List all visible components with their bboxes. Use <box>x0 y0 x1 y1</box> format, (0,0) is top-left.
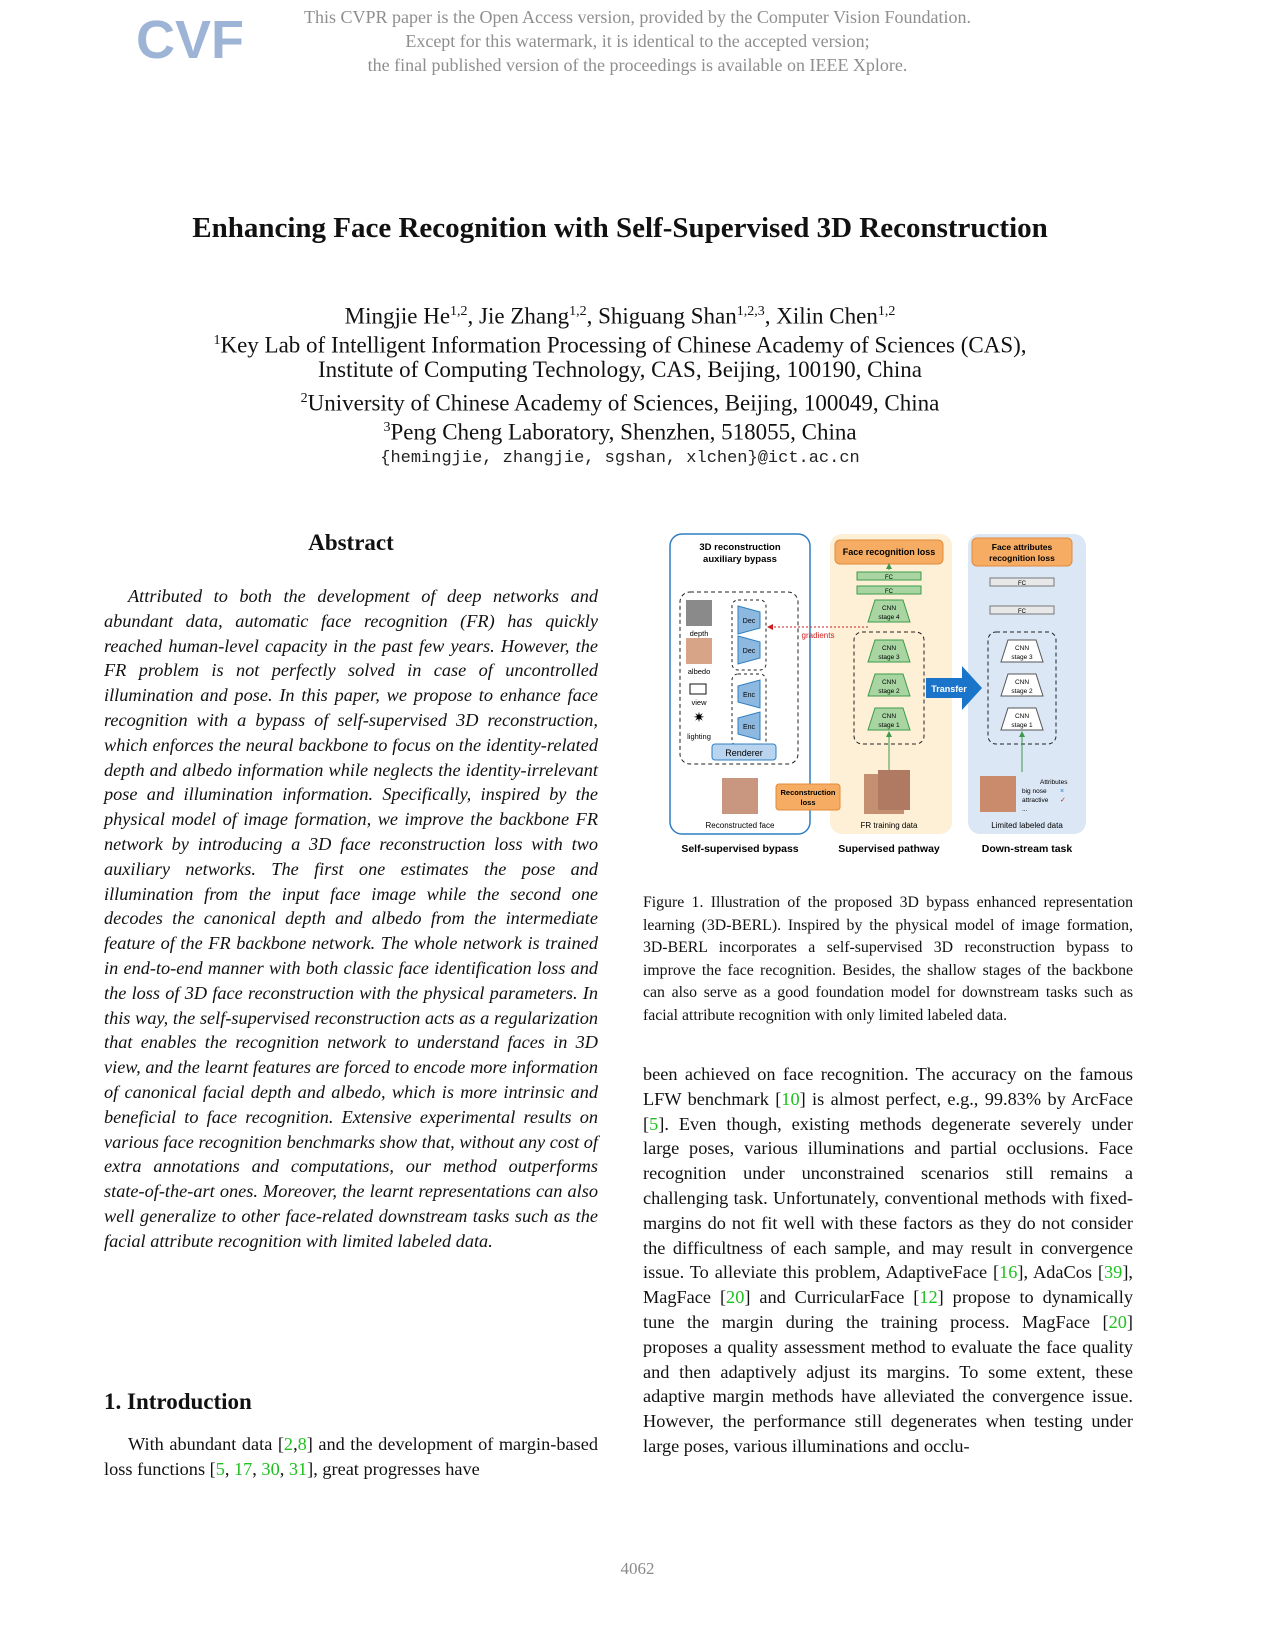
affiliation-line <box>0 355 1240 384</box>
figure-1-diagram <box>668 532 1102 872</box>
attribute-face-image <box>980 776 1016 812</box>
intro-text-segment: , <box>293 1434 298 1454</box>
watermark-line: the final published version of the proceedings is available on IEEE Xplore. <box>367 55 908 75</box>
author-name: Mingjie He <box>344 303 451 329</box>
stage-label: stage 3 <box>878 654 900 661</box>
intro-left-text <box>104 1432 598 1482</box>
figure-1-caption: Figure 1. Illustration of the proposed 3D bypass enhanced representation learning (3D-BERL). Inspired by the physical model of image formation, 3D-BERL incorporates a self-supervised 3D reconstruction bypass to improve the face recognition. Besides, the shallow stages of the backbone can also serve as a good foundation model for downstream tasks such as facial attribute recognition with only limited labeled data. <box>643 894 1133 1024</box>
affiliation-sup: 3 <box>383 420 391 435</box>
cvf-logo-text: CVF <box>136 10 244 70</box>
stage-label: stage 1 <box>878 722 900 729</box>
intro-text-segment: been achieved on face recognition. The accuracy on the famous LFW benchmark [ <box>643 1064 1133 1109</box>
attr-ellipsis: ... <box>1022 806 1028 813</box>
citation-link[interactable]: 16 <box>999 1262 1018 1283</box>
author-name: Xilin Chen <box>776 303 878 329</box>
view-label: view <box>691 698 707 707</box>
fc-label: FC <box>885 575 893 581</box>
intro-text-segment: , <box>224 1458 234 1479</box>
citation-link[interactable]: 12 <box>919 1287 938 1308</box>
enc-label: Enc <box>742 692 756 699</box>
watermark-text <box>0 5 1275 77</box>
stage-label: stage 2 <box>1011 688 1033 695</box>
author-name: Shiguang Shan <box>598 303 737 329</box>
intro-text-segment: ] proposes a quality assessment method to evaluate the face quality and then adaptively adjust its margins. To some extent, these adaptive margin methods have alleviated the convergence issue. However, the performance still degenerates when testing under large poses, various illuminations and occlu- <box>643 1311 1133 1456</box>
citation-link[interactable]: 5 <box>649 1113 659 1134</box>
recon-face-label: Reconstructed face <box>705 821 775 830</box>
watermark-line: Except for this watermark, it is identical to the accepted version; <box>405 31 870 51</box>
fr-loss-label: Face recognition loss <box>842 547 936 557</box>
intro-text-segment: ]. Even though, existing methods degenerate severely under large poses, various illuminations and partial occlusions. Face recognition under unconstrained scenarios still remains a challenging task. Unfortunately, conventional methods with fixed-margins do not fit well with these factors as they do not consider the difficultness of each sample, and may result in convergence issue. To alleviate this problem, AdaptiveFace [ <box>643 1113 1133 1283</box>
enc-label: Enc <box>742 724 756 731</box>
citation-link[interactable]: 5 <box>215 1458 225 1479</box>
attr-check-icon: ✓ <box>1060 797 1066 804</box>
intro-paragraph <box>104 1432 598 1482</box>
citation-link[interactable]: 31 <box>288 1458 308 1479</box>
author-email: {hemingjie, zhangjie, sgshan, xlchen}@ict.ac.cn <box>380 449 860 468</box>
attr-attractive: attractive <box>1022 797 1049 804</box>
citation-link[interactable]: 8 <box>297 1434 307 1454</box>
affiliation-text: University of Chinese Academy of Sciences, Beijing, 100049, China <box>307 390 940 416</box>
gradients-label: gradients <box>801 631 835 640</box>
affiliation-text: Key Lab of Intelligent Information Processing of Chinese Academy of Sciences (CAS), <box>220 332 1027 358</box>
fc-label: FC <box>1018 581 1026 587</box>
intro-text-segment: ], AdaCos [ <box>1017 1262 1105 1283</box>
abstract-heading: Abstract <box>308 530 394 555</box>
intro-text-segment: With abundant data [ <box>128 1434 284 1454</box>
intro-text-segment: ], great progresses have <box>307 1458 480 1479</box>
stage-label: stage 4 <box>878 614 900 621</box>
stage-label: stage 3 <box>1011 654 1033 661</box>
affiliation-line <box>0 413 1240 447</box>
author-sup: 1,2 <box>877 304 896 319</box>
cnn-label: CNN <box>881 605 897 612</box>
author-sup: 1,2 <box>569 304 587 319</box>
intro-text-segment: ] and CurricularFace [ <box>744 1287 920 1308</box>
fc-label: FC <box>885 589 893 595</box>
intro-text-segment: , <box>252 1458 262 1479</box>
watermark-line: This CVPR paper is the Open Access version, provided by the Computer Vision Foundation. <box>303 7 972 27</box>
cnn-label: CNN <box>1014 645 1030 652</box>
attributes-label: Attributes <box>1040 779 1068 786</box>
lighting-icon: ✷ <box>693 709 705 725</box>
limited-data-label: Limited labeled data <box>991 821 1063 830</box>
author-sup: 1,2 <box>450 304 468 319</box>
intro-text-segment: , <box>279 1458 289 1479</box>
label-downstream: Down-stream task <box>981 843 1073 855</box>
renderer-label: Renderer <box>725 748 763 758</box>
citation-link[interactable]: 17 <box>234 1458 253 1479</box>
fr-data-label: FR training data <box>860 821 918 830</box>
depth-thumbnail <box>686 600 712 626</box>
affiliation-text: Institute of Computing Technology, CAS, Beijing, 100190, China <box>317 357 923 382</box>
transfer-label: Transfer <box>931 684 967 694</box>
albedo-label: albedo <box>687 667 711 676</box>
attr-loss-label: recognition loss <box>989 553 1055 563</box>
lighting-label: lighting <box>687 732 711 741</box>
fc-label: FC <box>1018 609 1026 615</box>
panel1-title: 3D reconstruction <box>699 542 781 553</box>
recon-loss-label: Reconstruction <box>780 788 836 797</box>
attr-cross-icon: × <box>1060 788 1065 795</box>
albedo-thumbnail <box>686 638 712 664</box>
depth-label: depth <box>689 629 709 638</box>
stage-label: stage 1 <box>1011 722 1033 729</box>
cnn-label: CNN <box>881 679 897 686</box>
affiliation-sup: 2 <box>300 391 308 406</box>
cnn-label: CNN <box>1014 713 1030 720</box>
dec-label: Dec <box>742 648 756 655</box>
citation-link[interactable]: 30 <box>261 1458 280 1479</box>
abstract-body <box>104 584 598 1254</box>
page-number: 4062 <box>620 1559 655 1578</box>
section-heading-introduction: 1. Introduction <box>104 1389 252 1414</box>
citation-link[interactable]: 20 <box>1108 1311 1127 1332</box>
citation-link[interactable]: 20 <box>726 1287 745 1308</box>
cnn-label: CNN <box>1014 679 1030 686</box>
label-supervised: Supervised pathway <box>838 843 940 855</box>
author-sup: 1,2,3 <box>736 304 765 319</box>
citation-link[interactable]: 39 <box>1104 1262 1123 1283</box>
affiliation-sup: 1 <box>213 333 221 348</box>
panel1-title: auxiliary bypass <box>703 554 777 565</box>
dec-label: Dec <box>742 618 756 625</box>
intro-text-segment: ] propose to dynamically tune the margin during the training process. MagFace [ <box>643 1287 1133 1332</box>
attr-big-nose: big nose <box>1022 788 1047 795</box>
fr-training-image <box>878 770 910 810</box>
intro-text-segment: ] and the development of margin-based loss functions [ <box>104 1434 598 1479</box>
intro-paragraph-continued <box>643 1062 1133 1459</box>
recon-loss-label: loss <box>800 798 816 807</box>
intro-text-segment: ], MagFace [ <box>643 1262 1133 1308</box>
cnn-label: CNN <box>881 645 897 652</box>
abstract-text: Attributed to both the development of deep networks and abundant data, automatic face recognition (FR) has quickly reached human-level capacity in the past few years. However, the FR problem is not perfectly solved in case of uncontrolled illumination and pose. In this paper, we propose to enhance face recognition with a bypass of self-supervised 3D reconstruction, which enforces the neural backbone to focus on the identity-related depth and albedo information while neglects the identity-irrelevant pose and illumination information. Specifically, inspired by the physical model of image formation, we improve the backbone FR network by introducing a 3D face reconstruction loss with two auxiliary networks. The first one estimates the pose and illumination from the input face image while the second one decodes the canonical depth and albedo from the intermediate feature of the FR backbone network. The whole network is trained in end-to-end manner with both classic face identification loss and the loss of 3D face reconstruction with the physical parameters. In this way, the self-supervised reconstruction acts as a regularization that enables the recognition network to understand faces in 3D view, and the learnt features are forced to encode more information of canonical facial depth and albedo, which is more intrinsic and beneficial to face recognition. Extensive experimental results on various face recognition benchmarks show that, without any cost of extra annotations and computations, our method outperforms state-of-the-art ones. Moreover, the learnt representations can also well generalize to other face-related downstream tasks such as the facial attribute recognition with limited labeled data. <box>104 586 598 1251</box>
attr-loss-label: Face attributes <box>991 542 1053 552</box>
paper-title: Enhancing Face Recognition with Self-Supervised 3D Reconstruction <box>192 212 1048 244</box>
affiliation-text: Peng Cheng Laboratory, Shenzhen, 518055, China <box>390 419 857 445</box>
intro-right-text <box>643 1062 1133 1459</box>
author-line: Mingjie He$^{1,2}$, Jie Zhang$^{1,2}$, Shiguang Shan$^{1,2,3}$, Xilin Chen$^{1,2}$ <box>344 303 896 329</box>
citation-link[interactable]: 2 <box>283 1434 294 1454</box>
label-self-supervised: Self-supervised bypass <box>681 843 799 855</box>
intro-text-segment: ] is almost perfect, e.g., 99.83% by ArcFace [ <box>643 1088 1133 1134</box>
reconstructed-face-image <box>722 778 758 814</box>
stage-label: stage 2 <box>878 688 900 695</box>
author-name: Jie Zhang <box>479 303 570 329</box>
citation-link[interactable]: 10 <box>781 1088 800 1109</box>
cnn-label: CNN <box>881 713 897 720</box>
